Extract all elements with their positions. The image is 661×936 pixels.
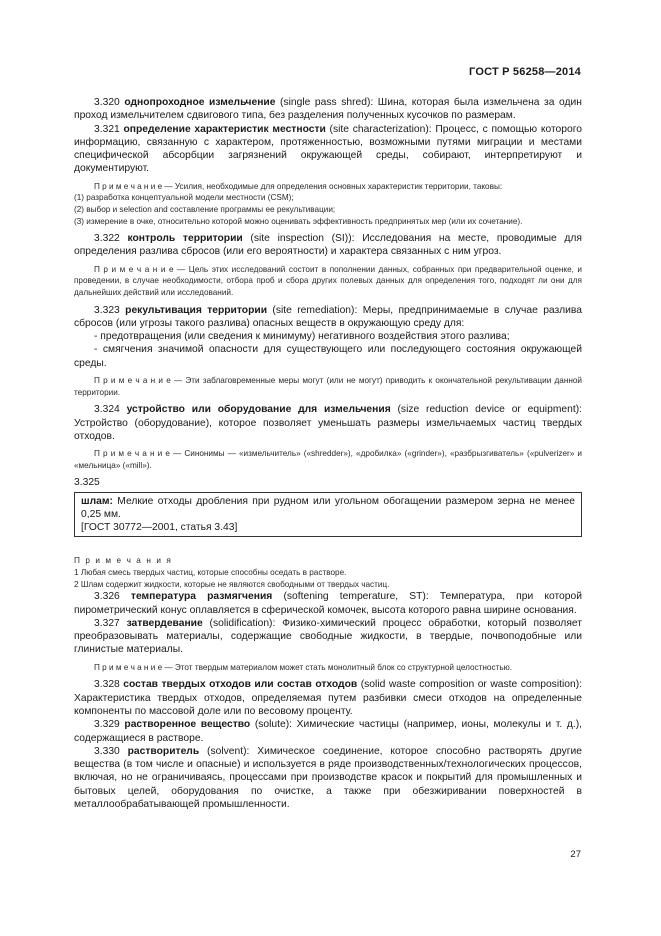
entry-3320 xyxy=(74,96,582,123)
entry-3325 xyxy=(81,495,575,522)
note-3321-item-2: (2) выбор и selection and составление программы ее рекультивации; xyxy=(74,204,336,214)
entry-3329 xyxy=(74,718,582,745)
entry-term: растворенное вещество xyxy=(124,719,251,731)
entry-3321 xyxy=(74,123,582,176)
page-number: 27 xyxy=(570,849,581,860)
note-label: П р и м е ч а н и е xyxy=(94,449,170,459)
entry-text: (site inspection (SI)): Исследования на месте, проводимые для определения разлива сбросов (или его вероятности) и характера связанных с ним угроз. xyxy=(74,233,582,258)
document-body xyxy=(74,96,582,811)
entry-3328 xyxy=(74,678,582,718)
entry-term: однопроходное измельчение xyxy=(124,97,276,108)
note-label: П р и м е ч а н и е xyxy=(94,662,163,672)
entry-term: растворитель xyxy=(127,745,200,757)
entry-number: 3.329 xyxy=(94,719,120,731)
entry-term: шлам: xyxy=(81,495,113,507)
entry-term: рекультивация территории xyxy=(125,304,268,316)
entry-3323-bullet-2: - смягчения значимой опасности для существующего или последующего состояния окружающей среды. xyxy=(74,344,582,369)
entry-number: 3.324 xyxy=(94,404,120,416)
entry-3325-number: 3.325 xyxy=(74,477,100,489)
note-text: — Усилия, необходимые для определения основных характеристик территории, таковы: xyxy=(162,181,503,191)
entry-3325-reference: [ГОСТ 30772—2001, статья 3.43] xyxy=(81,522,238,534)
notes-3325-item-1: 1 Любая смесь твердых частиц, которые способны оседать в растворе. xyxy=(74,568,347,578)
entry-text: (site characterization): Процесс, с помощью которого информацию, связанную с характером, протяженностью, возможными путями миграции и местами специфической абсорбции загрязнений окружающей среды, собирают, интерпретируют и документируют. xyxy=(74,123,582,175)
entry-term: состав твердых отходов или состав отходов xyxy=(123,679,358,691)
entry-3324 xyxy=(74,403,582,443)
entry-text: (size reduction device or equipment): Устройство (оборудование), которое позволяет уменьшать размеры измельчаемых частиц твердых отходов. xyxy=(74,404,582,442)
entry-term: определение характеристик местности xyxy=(123,123,326,135)
entry-number: 3.326 xyxy=(94,591,120,603)
entry-3326 xyxy=(74,590,582,617)
note-label: П р и м е ч а н и е xyxy=(94,264,174,274)
entry-term: температура размягчения xyxy=(130,591,273,603)
note-3327 xyxy=(74,662,582,674)
entry-text: (single pass shred): Шина, которая была измельчена за один проход измельчителем сдвигового типа, без разделения полученных кусочков по размерам. xyxy=(74,97,582,122)
entry-3323 xyxy=(74,304,582,331)
note-text: — Эти заблаговременные меры могут (или не могут) приводить к окончательной рекультивации данной территории. xyxy=(74,376,582,397)
entry-3323-bullet-1: - предотвращения (или сведения к минимуму) негативного воздействия этого разлива; xyxy=(94,331,510,343)
note-3323 xyxy=(74,375,582,398)
entry-number: 3.330 xyxy=(94,745,120,757)
entry-number: 3.320 xyxy=(94,97,120,108)
note-3321-item-1: (1) разработка концептуальной модели местности (CSM); xyxy=(74,193,294,203)
entry-text: Мелкие отходы дробления при рудном или угольном обогащении размером зерна не менее 0,25 мм. xyxy=(81,495,575,520)
entry-term: затвердевание xyxy=(126,617,203,629)
entry-text: (site remediation): Меры, предпринимаемые в случае разлива сбросов (или угрозы такого разлива) опасных веществ в окружающую среду для: xyxy=(74,304,582,329)
entry-3327 xyxy=(74,617,582,657)
entry-term: контроль территории xyxy=(127,233,243,245)
entry-number: 3.322 xyxy=(94,233,120,245)
note-text: — Цель этих исследований состоит в пополнении данных, собранных при предварительной оценке, и проведении, в случае необходимости, отбора проб и сбора других полевых данных для определения того, подходят ли они для дальнейших действий или исследований. xyxy=(74,264,583,297)
entry-text: (solute): Химические частицы (например, ионы, молекулы и т. д.), содержащиеся в растворе. xyxy=(74,719,582,744)
entry-number: 3.328 xyxy=(94,679,120,691)
entry-number: 3.321 xyxy=(94,123,120,135)
entry-number: 3.327 xyxy=(94,617,120,629)
note-3322 xyxy=(74,264,582,299)
entry-term: устройство или оборудование для измельчения xyxy=(126,404,391,416)
entry-text: (softening temperature, ST): Температура, при которой пирометрический конус оплавляется в сферической комочек, высота которого равна ширине основания. xyxy=(74,591,582,616)
entry-3325-box xyxy=(74,492,582,538)
entry-text: (solvent): Химическое соединение, которое способно растворять другие вещества (в том числе и опасные) и используется в ряде производственных/технологических процессов, включая, но не ограничиваясь, процессами при производстве красок и покрытий для промышленных и бытовых целей, оборудования по очистке, а также при обезжиривании поверхностей в металлообрабатывающей промышленности. xyxy=(74,745,582,810)
entry-number: 3.323 xyxy=(94,304,120,316)
note-3321-item-3: (3) измерение в очке, относительно которой можно оценивать эффективность предпринятых мер (или их сочетание). xyxy=(74,216,523,226)
notes-3325-title: П р и м е ч а н и я xyxy=(74,556,173,566)
entry-text: (solid waste composition or waste composition): Характеристика твердых отходов, определяемая путем разбивки смеси отходов на определенные компоненты по массовой доле или по весовому проценту. xyxy=(74,679,582,717)
note-3324 xyxy=(74,448,582,471)
note-3321 xyxy=(74,181,582,193)
entry-text: (solidification): Физико-химический процесс обработки, который позволяет преобразовывать материалы, содержащие свободные жидкости, в твердые, почвоподобные или глинистые материалы. xyxy=(74,617,582,656)
note-label: П р и м е ч а н и е xyxy=(94,376,171,386)
notes-3325-item-2: 2 Шлам содержит жидкости, которые не являются свободными от твердых частиц. xyxy=(74,579,390,589)
entry-3330 xyxy=(74,745,582,811)
entry-3322 xyxy=(74,232,582,259)
note-text: — Этот твердым материалом может стать монолитный блок со структурной целостностью. xyxy=(162,662,513,672)
document-header: ГОСТ Р 56258—2014 xyxy=(469,66,581,78)
note-label: П р и м е ч а н и е xyxy=(94,181,163,191)
note-text: — Синонимы — «измельчитель» («shredder»), «дробилка» («grinder»), «разбрызгиватель» («pulverizer» и «мельница» («mill»). xyxy=(74,449,583,470)
